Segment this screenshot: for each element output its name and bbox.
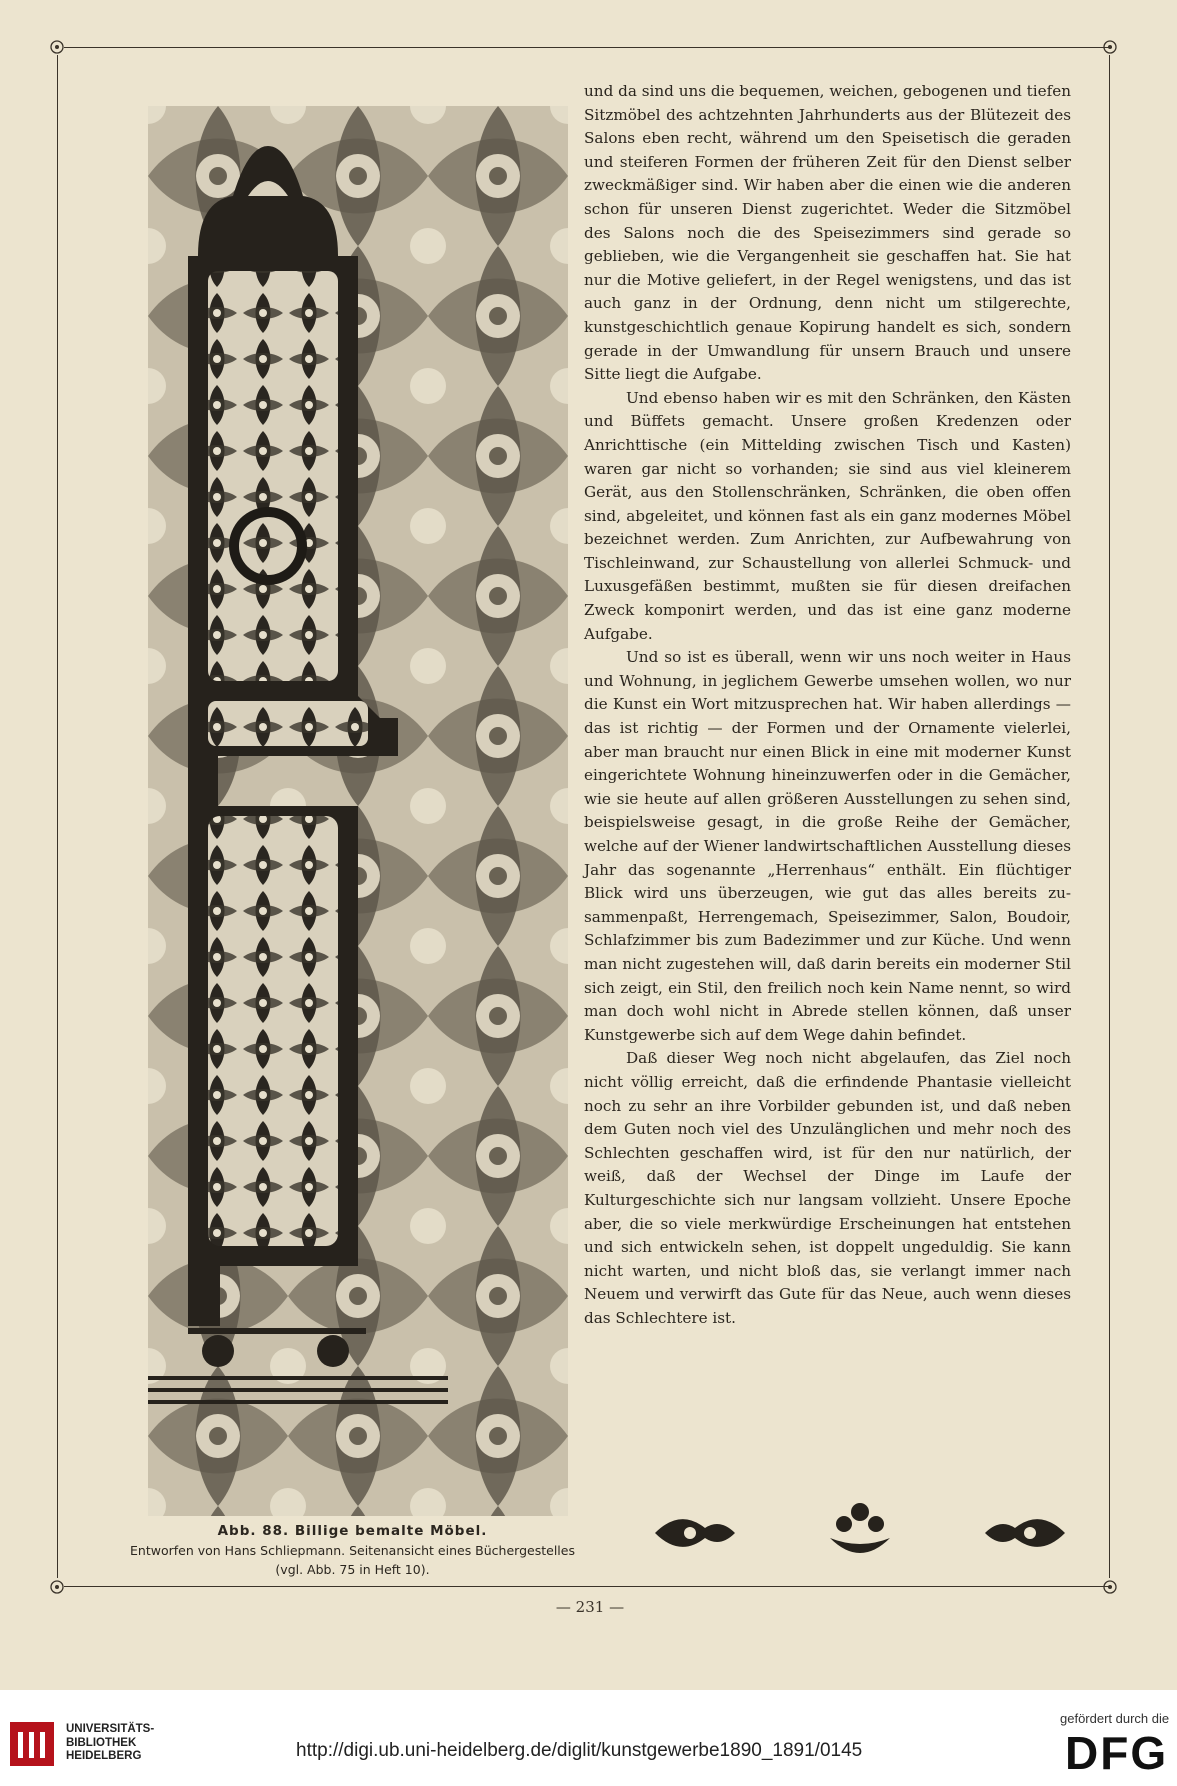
- paragraph: Daß dieser Weg noch nicht abgelaufen, das Ziel noch nicht völlig erreicht, daß die erfindende Phantasie vielleicht noch zu sehr an ihre Vorbilder gebunden ist, und daß neben dem Guten noch viel des Unzulänglichen und mehr noch des Schlechten geschaffen wird, ist für den nur natürlich, der weiß, daß der Wechsel der Dinge im Laufe der Kulturgeschichte sich nur langsam vollzieht. Unsere Epoche aber, die so viele merkwürdige Erscheinungen hat entstehen und sich entwickeln sehen, ist doppelt ungeduldig. Sie kann nicht warten, und nicht bloß das, sie verlangt immer nach Neuem und verwirft das Gute für das Neue, auch wenn dieses das Schlechtere ist.: [584, 1049, 1071, 1327]
- digitization-footer: [0, 1690, 1177, 1786]
- corner-ornament-icon: [46, 36, 68, 58]
- frame-top-rule: [64, 47, 1112, 48]
- figure-caption: [130, 1522, 575, 1579]
- frame-left-rule: [57, 55, 58, 1578]
- source-url-link[interactable]: http://digi.ub.uni-heidelberg.de/diglit/kunstgewerbe1890_1891/0145: [296, 1740, 863, 1761]
- frame-right-rule: [1109, 55, 1110, 1578]
- paragraph: Und so ist es überall, wenn wir uns noch weiter in Haus und Wohnung, in jeglichem Gewerbe umsehen wollen, wo nur die Kunst ein Wort mitzusprechen hat. Wir haben allerdings — das ist richtig — der Formen und der Ornamente vielerlei, aber man braucht nur einen Blick in eine mit moderner Kunst eingerichtete Wohnung hineinzuwerfen oder in die Gemächer, wie sie heute auf allen größeren Ausstellungen zu sehen sind, beispielsweise gesagt, in die große Reihe der Gemächer, welche auf der Wiener landwirtschaftlichen Ausstellung dieses Jahr das sogenannte „Herrenhaus“ enthält. Ein flüchtiger Blick wird uns überzeugen, wie gut das alles bereits zusammenpaßt, Herrengemach, Speisezimmer, Salon, Boudoir, Schlafzimmer bis zum Badezimmer und zur Küche. Und wenn man nicht zugestehen will, daß darin bereits ein moderner Stil sich zeigt, ein Stil, den freilich noch kein Name nennt, so wird man doch wohl nicht in Abrede stellen können, daß unser Kunstgewerbe sich auf dem Wege dahin befindet.: [584, 648, 1071, 1044]
- caption-title: Abb. 88. Billige bemalte Möbel.: [217, 1523, 488, 1539]
- dfg-logo: DFG: [1065, 1727, 1169, 1779]
- paragraph: und da sind uns die bequemen, weichen, gebogenen und tiefen Sitzmöbel des achtzehnten Jahrhunderts aus der Blütezeit des Salons eben recht, während um den Speisetisch die geraden und steiferen Formen der früheren Zeit für den Dienst selber zweckmäßiger sind. Wir haben aber die einen wie die anderen schon für unseren Dienst zugerichtet. Weder die Sitzmöbel des Salons noch die des Speisezimmers sind gerade so geblieben, wie die Vergangenheit sie geschaffen hat. Sie hat nur die Motive geliefert, in der Regel wenigstens, und das ist auch ganz in der Ordnung, denn nicht um stilgerechte, kunstgeschichtlich genaue Kopirung handelt es sich, sondern gerade in der Umwandlung für unsern Brauch und unsere Sitte liegt die Aufgabe.: [584, 82, 1071, 384]
- frame-bottom-rule: [64, 1586, 1112, 1587]
- corner-ornament-icon: [1099, 1576, 1121, 1598]
- library-name: UNIVERSITÄTS- BIBLIOTHEK HEIDELBERG: [66, 1723, 155, 1762]
- caption-reference: (vgl. Abb. 75 in Heft 10).: [275, 1562, 430, 1577]
- university-library-logo-icon: [8, 1720, 56, 1768]
- corner-ornament-icon: [1099, 36, 1121, 58]
- corner-ornament-icon: [46, 1576, 68, 1598]
- body-text-column: [584, 80, 1071, 1330]
- paragraph: Und ebenso haben wir es mit den Schränken, den Kästen und Büffets gemacht. Unsere großen Kredenzen oder Anrichttische (ein Mittelding zwischen Tisch und Kasten) waren gar nicht so vorhanden; sie sind aus viel kleinerem Gerät, aus den Stollenschränken, Schränken, die oben offen sind, abgeleitet, und können fast als ein ganz modernes Möbel bezeichnet werden. Zum Anrichten, zur Aufbewahrung von Tischleinwand, zur Schaustellung von allerlei Schmuck- und Luxusgefäßen bestimmt, mußten sie für diesen dreifachen Zweck komponirt werden, und das ist eine ganz moderne Aufgabe.: [584, 388, 1071, 643]
- end-vignette-ornament-icon: [650, 1498, 1070, 1568]
- bookshelf-illustration: [148, 106, 568, 1516]
- page-number: — 231 —: [555, 1598, 625, 1616]
- caption-credit: Entworfen von Hans Schliepmann. Seitenansicht eines Büchergestelles: [130, 1543, 575, 1558]
- funded-by-label: gefördert durch die: [1060, 1711, 1170, 1726]
